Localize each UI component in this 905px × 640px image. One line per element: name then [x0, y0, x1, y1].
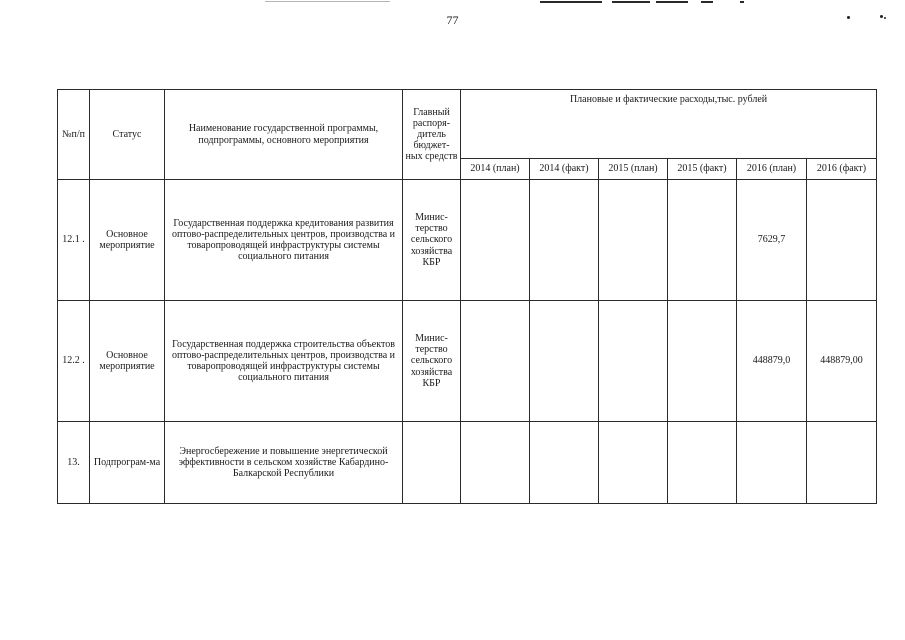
header-status: Статус: [90, 90, 165, 180]
row-status: Основное мероприятие: [90, 180, 165, 301]
table-row: [58, 301, 877, 422]
value-cell: [530, 301, 599, 422]
page-number: 77: [446, 13, 459, 27]
header-year: 2015 (факт): [668, 159, 737, 180]
value-cell: [737, 422, 807, 504]
value-cell: [807, 422, 877, 504]
value-cell: [461, 301, 530, 422]
row-num: 13.: [58, 422, 90, 504]
scan-mark: [656, 1, 688, 3]
value-cell: [807, 180, 877, 301]
scan-mark: [540, 1, 602, 3]
value-cell: 448879,0: [737, 301, 807, 422]
header-year: 2014 (факт): [530, 159, 599, 180]
scan-mark: [740, 1, 744, 3]
value-cell: [668, 422, 737, 504]
scan-mark: [612, 1, 650, 3]
value-cell: 448879,00: [807, 301, 877, 422]
value-cell: 7629,7: [737, 180, 807, 301]
row-manager: [403, 422, 461, 504]
row-status: Подпрограм-ма: [90, 422, 165, 504]
value-cell: [530, 180, 599, 301]
row-status: Основное мероприятие: [90, 301, 165, 422]
header-manager: Главный распоря-дитель бюджет-ных средств: [403, 90, 461, 180]
header-name: Наименование государственной программы, подпрограммы, основного мероприятия: [165, 90, 403, 180]
row-num: 12.1 .: [58, 180, 90, 301]
row-name: Государственная поддержка кредитования развития оптово-распределительных центров, производства и товаропроводящей инфраструктуры системы социального питания: [165, 180, 403, 301]
table-row: [58, 422, 877, 504]
header-year: 2016 (факт): [807, 159, 877, 180]
header-year: 2016 (план): [737, 159, 807, 180]
value-cell: [668, 180, 737, 301]
row-name: Энергосбережение и повышение энергетической эффективности в сельском хозяйстве Кабардино-Балкарской Республики: [165, 422, 403, 504]
row-manager: Минис-терство сельского хозяйства КБР: [403, 180, 461, 301]
scan-mark: [265, 1, 390, 2]
table-header-row: [58, 90, 877, 159]
scan-mark: [701, 1, 713, 3]
header-year: 2015 (план): [599, 159, 668, 180]
value-cell: [530, 422, 599, 504]
row-name: Государственная поддержка строительства объектов оптово-распределительных центров, производства и товаропроводящей инфраструктуры системы социального питания: [165, 301, 403, 422]
header-expenses: Плановые и фактические расходы,тыс. рублей: [461, 90, 877, 159]
value-cell: [599, 301, 668, 422]
value-cell: [461, 180, 530, 301]
value-cell: [668, 301, 737, 422]
value-cell: [599, 180, 668, 301]
budget-table: [57, 89, 877, 504]
row-num: 12.2 .: [58, 301, 90, 422]
value-cell: [599, 422, 668, 504]
header-year: 2014 (план): [461, 159, 530, 180]
table-row: [58, 180, 877, 301]
row-manager: Минис-терство сельского хозяйства КБР: [403, 301, 461, 422]
value-cell: [461, 422, 530, 504]
header-num: №п/п: [58, 90, 90, 180]
